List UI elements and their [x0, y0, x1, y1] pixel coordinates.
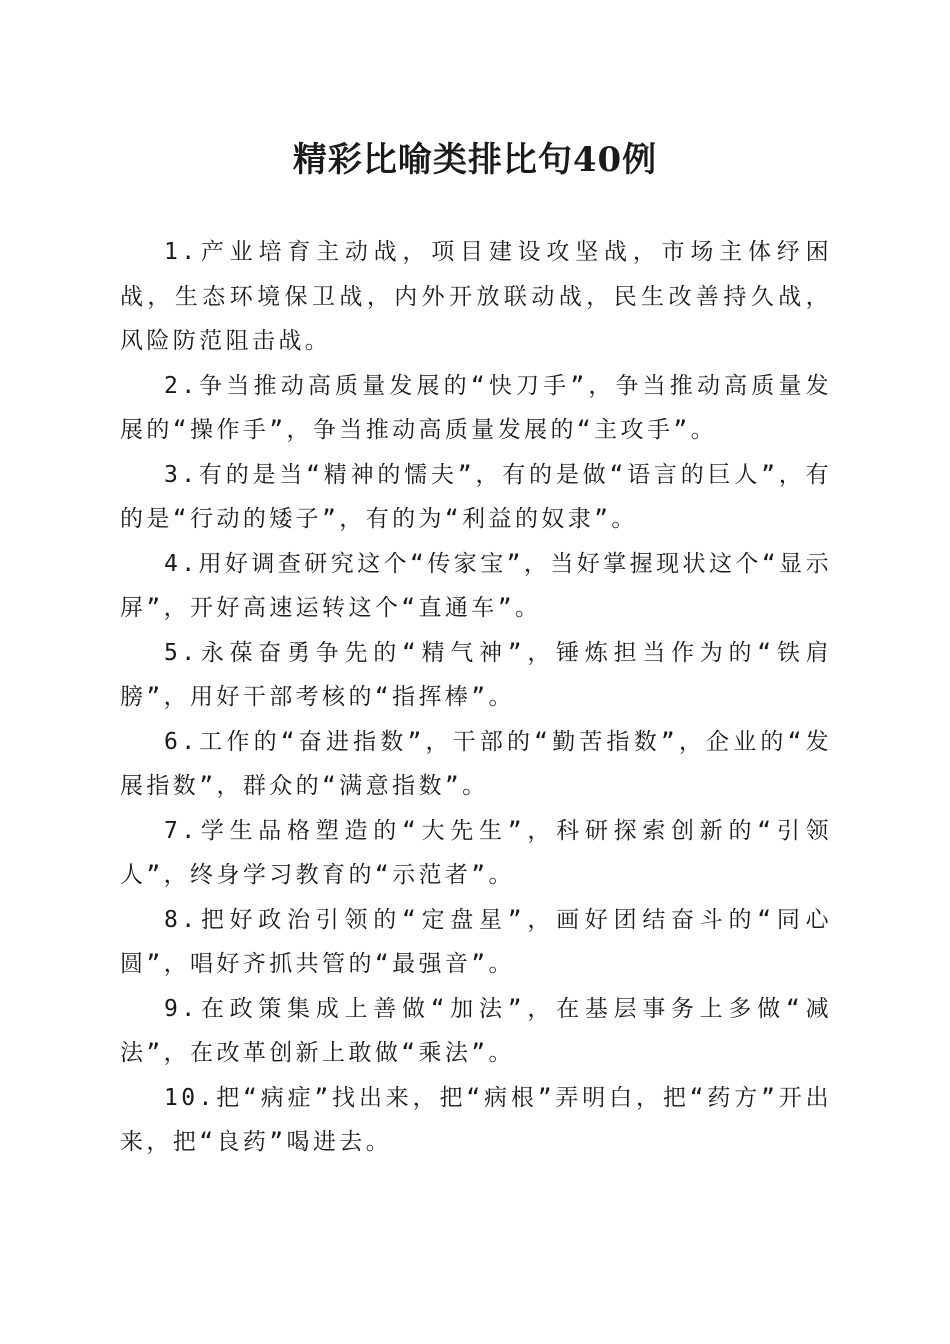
- list-item: 6.工作的“奋进指数”，干部的“勤苦指数”，企业的“发展指数”，群众的“满意指数”。: [120, 728, 832, 799]
- list-item: 7.学生品格塑造的“大先生”，科研探索创新的“引领人”，终身学习教育的“示范者”。: [120, 817, 832, 888]
- list-item: 4.用好调查研究这个“传家宝”，当好掌握现状这个“显示屏”，开好高速运转这个“直通车”。: [120, 550, 832, 621]
- list-item: 1.产业培育主动战，项目建设攻坚战，市场主体纾困战，生态环境保卫战，内外开放联动战，民生改善持久战，风险防范阻击战。: [120, 239, 832, 354]
- example-list: [120, 230, 832, 1165]
- list-item: 8.把好政治引领的“定盘星”，画好团结奋斗的“同心圆”，唱好齐抓共管的“最强音”。: [120, 906, 832, 977]
- document-title: 精彩比喻类排比句40例: [292, 140, 658, 180]
- list-item: 2.争当推动高质量发展的“快刀手”，争当推动高质量发展的“操作手”，争当推动高质量发展的“主攻手”。: [120, 372, 832, 443]
- list-item: 10.把“病症”找出来，把“病根”弄明白，把“药方”开出来，把“良药”喝进去。: [120, 1084, 832, 1155]
- list-item: 9.在政策集成上善做“加法”，在基层事务上多做“减法”，在改革创新上敢做“乘法”。: [120, 995, 832, 1066]
- list-item: 5.永葆奋勇争先的“精气神”，锤炼担当作为的“铁肩膀”，用好干部考核的“指挥棒”。: [120, 639, 832, 710]
- list-item: 3.有的是当“精神的懦夫”，有的是做“语言的巨人”，有的是“行动的矮子”，有的为“利益的奴隶”。: [120, 461, 832, 532]
